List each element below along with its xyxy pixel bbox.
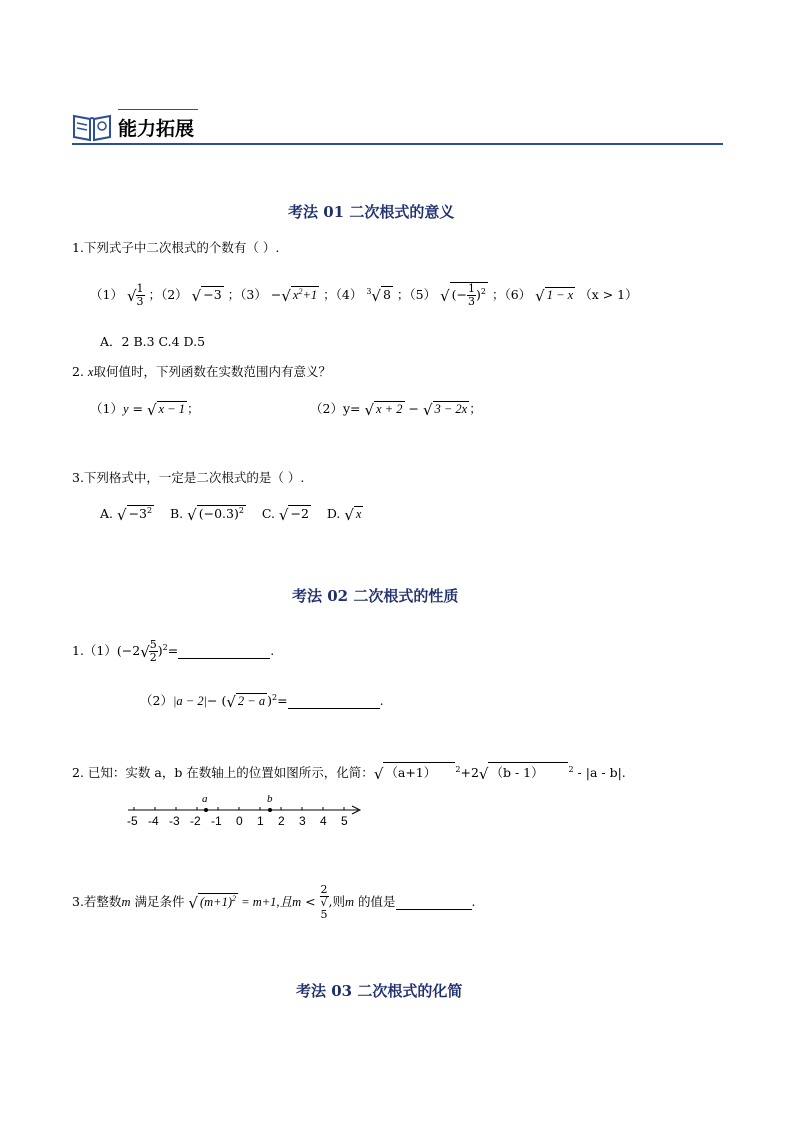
p2-stem: 2. 已知：实数 a，b 在数轴上的位置如图所示，化简：√ （a+1） $^2$+2√ （b - 1） $^2$ - |a - b|. [72, 762, 626, 783]
tick-label: 1 [257, 814, 264, 828]
q2-a: （1）y = √ x − 1 ； [90, 401, 200, 419]
section-heading-3: 考法 03 二次根式的化简 [296, 982, 463, 1000]
q1-options: A．2 B.3 C.4 D.5 [100, 334, 206, 349]
tick-label: -5 [127, 814, 138, 828]
q1-stem: 1.下列式子中二次根式的个数有（ ）. [72, 240, 280, 255]
tick-label: 5 [341, 814, 348, 828]
point-b-label: b [267, 793, 273, 805]
tick-label: 4 [320, 814, 327, 828]
p1-a: 1.（1）(−2√ $\frac{5}{2}$ )$^2$= . [72, 638, 275, 664]
section-heading-1: 考法 01 二次根式的意义 [288, 203, 455, 221]
point-a-label: a [202, 793, 208, 805]
tick-label: 3 [299, 814, 306, 828]
p1-b: （2）|a − 2|− (√ 2 − a )$^2$= . [140, 692, 384, 711]
banner-top-rule [118, 109, 198, 110]
q3-options: A. √ $-3^2$ B. √ $(-0.3)^2$ C. √ −2 D. √ x [100, 506, 362, 525]
banner-title: 能力拓展 [118, 118, 195, 140]
tick-label: -2 [190, 814, 201, 828]
number-line [127, 793, 368, 836]
fraction-one-third: $\frac{1}{3}$ [136, 282, 144, 308]
answer-blank-1b[interactable] [288, 693, 380, 709]
q3-stem: 3.下列格式中，一定是二次根式的是（ ）. [72, 470, 305, 485]
tick-label: -1 [211, 814, 222, 828]
p3-stem: 3.若整数m 满足条件 √ $(m+1)^2 = m+1$,且m < 2 √ 5 ,则m 的值是 . [72, 883, 476, 921]
q2-b: （2）y= √ x + 2 − √ 3 − 2x ； [310, 401, 482, 419]
tick-label: 2 [278, 814, 285, 828]
q2-stem: 2. x取何值时，下列函数在实数范围内有意义？ [72, 364, 331, 379]
q1-items: （1） √ $\frac{1}{3}$ ；（2） √ −3 ；（3） −√ $x^2+1$ ；（4） $^3$√ 8 ；（5） √ (− $\frac{1}{3}$ )$^2$ ；（6） √ 1 − x （x > 1） [90, 282, 638, 308]
tick-label: -4 [148, 814, 159, 828]
section-heading-2: 考法 02 二次根式的性质 [292, 587, 459, 605]
tick-label: -3 [169, 814, 180, 828]
answer-blank-1a[interactable] [178, 643, 270, 659]
tick-label: 0 [236, 814, 243, 828]
answer-blank-3[interactable] [396, 894, 472, 910]
banner-rule [72, 143, 723, 145]
